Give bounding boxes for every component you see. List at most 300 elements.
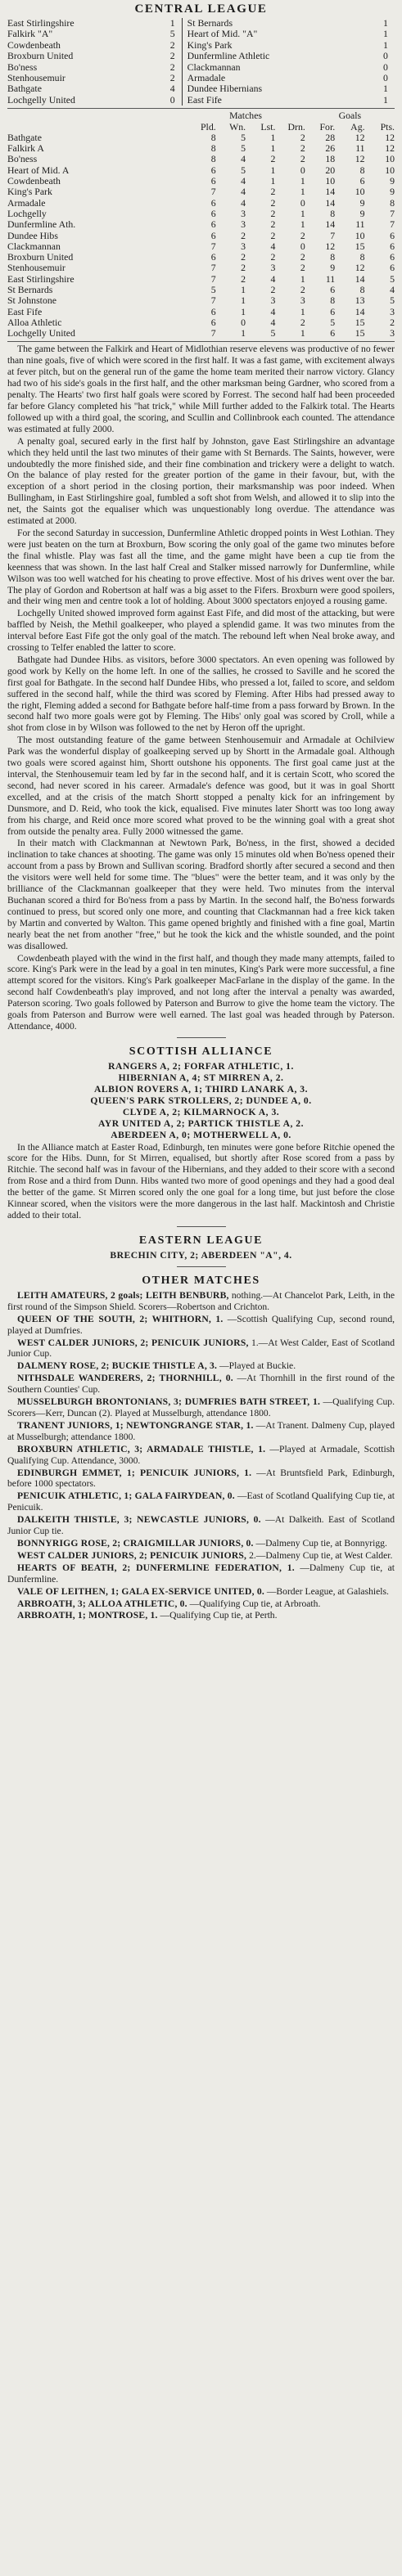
match-headline: PENICUIK ATHLETIC, 1; GALA FAIRYDEAN, 0. [17,1490,235,1502]
col-head: Drn. [287,120,305,133]
divider [177,1266,226,1267]
stat-for: 11 [325,272,336,285]
team-name: Bathgate [7,131,42,143]
alliance-result: HIBERNIAN A, 4; ST MIRREN A, 2. [118,1072,284,1083]
stat-drn: 1 [300,272,305,285]
stat-drn: 0 [300,240,305,252]
result-row [7,40,395,51]
stat-drn: 1 [300,207,305,219]
home-team: Cowdenbeath [7,38,61,51]
stat-ag: 9 [359,196,365,209]
table-row [7,165,395,176]
stat-for: 8 [330,294,336,307]
stat-pld: 6 [210,229,216,241]
table-row [7,133,395,143]
match-details: —At Thornhill in the first round of the Southern Counties' Cup. [7,1373,395,1396]
col-head: Lst. [260,120,276,133]
stat-ag: 15 [355,240,365,252]
other-match [7,1514,395,1537]
stat-pts: 2 [390,316,395,328]
stat-pts: 7 [390,218,395,231]
stat-ag: 15 [355,327,365,339]
home-score: 5 [169,28,175,40]
stat-wn: 4 [241,153,246,165]
matches-header: Matches [229,110,263,122]
result-row [7,18,395,29]
alliance-result: ALBION ROVERS A, 1; THIRD LANARK A, 3. [93,1084,308,1095]
away-score: 1 [383,83,388,95]
stat-for: 5 [330,316,336,328]
stat-pld: 6 [210,218,216,231]
stat-drn: 1 [300,218,305,231]
stat-ag: 12 [355,153,365,165]
table-row [7,317,395,328]
table-row [7,231,395,241]
table-row [7,209,395,219]
table-row [7,198,395,209]
stat-pld: 6 [210,316,216,328]
other-match [7,1314,395,1337]
table-row [7,143,395,154]
stat-pts: 10 [385,164,395,176]
other-match [7,1562,395,1585]
team-name: East Fife [7,305,43,317]
stat-for: 9 [330,262,336,274]
stat-pts: 6 [390,262,395,274]
stat-wn: 1 [241,305,246,317]
home-score: 2 [169,38,175,51]
stat-pts: 5 [390,272,395,285]
stat-for: 10 [325,175,336,187]
stat-wn: 5 [241,131,246,143]
stat-wn: 2 [241,272,246,285]
team-name: Broxburn United [7,251,74,263]
col-head: Wn. [229,120,246,133]
match-headline: NITHSDALE WANDERERS, 2; THORNHILL, 0. [17,1373,233,1384]
alliance-result: ABERDEEN A, 0; MOTHERWELL A, 0. [111,1130,291,1141]
stat-pld: 8 [210,153,216,165]
stat-ag: 14 [355,305,365,317]
stat-drn: 3 [300,294,305,307]
stat-pld: 7 [210,240,216,252]
divider [177,1226,226,1227]
match-details: —Dalmeny Cup tie, at Bonnyrigg. [253,1537,387,1549]
stat-pld: 7 [210,294,216,307]
team-name: Alloa Athletic [7,316,62,328]
team-name: Dunfermline Ath. [7,218,76,231]
stat-ag: 14 [355,272,365,285]
stat-pts: 12 [385,142,395,155]
team-name: Stenhousemuir [7,262,65,274]
stat-lst: 5 [270,327,276,339]
divider [7,341,395,342]
scottish-alliance-title: SCOTTISH ALLIANCE [129,1045,273,1058]
stat-pts: 3 [390,327,395,339]
stat-wn: 3 [241,240,246,252]
stat-lst: 1 [270,142,276,155]
goals-header: Goals [338,110,362,122]
stat-ag: 6 [359,175,365,187]
match-details: —At Tranent. Dalmeny Cup, played at Musselburgh; attendance 1800. [7,1419,395,1442]
central-league-reports [7,344,395,1032]
stat-ag: 8 [359,251,365,263]
result-row [7,95,395,106]
alliance-result: RANGERS A, 2; FORFAR ATHLETIC, 1. [108,1060,294,1072]
team-col-head [7,122,186,133]
other-matches-list [7,1290,395,1621]
stat-ag: 9 [359,207,365,219]
home-team: Broxburn United [7,50,74,62]
home-score: 2 [169,50,175,62]
other-match [7,1550,395,1562]
col-head: Pld. [200,120,216,133]
team-name: Bo'ness [7,153,38,165]
other-match [7,1373,395,1396]
other-match [7,1290,395,1313]
match-report: In their match with Clackmannan at Newtown Park, Bo'ness, in the first, showed a decided inclination to take chances at shooting. The game was only 15 minutes old when Bo'ness opened their account from a pass by Brown and Sullivan scoring. Bradford shortly after secured a second and then the visitors were well held for some time. The "blues" were the better team, and it was only by the brilliance of the Clackmannan goalkeeper that they were held. Two minutes from the interval Buchanan scored a third for Bo'ness from a pass by Martin. In the second half, the Bo'ness forwards continued to press, but scored only one more, and counting that Clackmannan had a free kick taken by Martin and converted by Walton. This game opened brightly and finished with a fine goal, Martin nearly beat the net from another "free," but he took the kick and the whistle sounded, and the point was disallowed. [7,838,395,951]
stat-lst: 3 [270,294,276,307]
match-report: A penalty goal, secured early in the first half by Johnston, gave East Stirlingshire an advantage which they held until the last two minutes of their game with St Bernards. The Saints, however, were undoubtedly the more finished side, and their fine combination and trickery were a delight to watch. On the balance of play rested for the greater portion of the game in their favour, but, with the exception of a short period in the closing portion, their marksmanship was poor indeed. When Bullingham, in East Stirlingshire goal, fumbled a soft shot from Welsh, and allowed it to slip into the net, the Saints got the equaliser which was unquestionably long overdue. The attendance was estimated at 2000. [7,435,395,527]
other-match [7,1610,395,1621]
away-team: St Bernards [187,17,233,29]
stat-pld: 5 [210,284,216,295]
match-report: The most outstanding feature of the game between Stenhousemuir and Armadale at Ochilview Park was the wonderful display of goalkeeping served up by Shortt in the Armadale goal. Although two goals were scored against him, Shortt outshone his opponents. The first goal came just at the interval, the Stenhousemuir team led by far in the second half, and it is certain Scott, who scored the second, had never scored in his career. Armadale's defence was good, but it was in goal Shortt excelled, and at the crisis of the match Shortt stopped a penalty kick for an infringement by Dunsmore, and D. Reid, who took the kick, equalised. Five minutes later Shortt was too long away from his charge, and Reid once more scored what proved to be the winning goal with a great shot from outside the penalty area. Fully 2000 witnessed the game. [7,735,395,837]
match-headline: MUSSELBURGH BRONTONIANS, 3; DUMFRIES BATH STREET, 1. [17,1396,321,1408]
table-row [7,328,395,339]
stat-wn: 2 [241,251,246,263]
match-details: —Played at Armadale, Scottish Qualifying Cup. Attendance, 3000. [7,1443,395,1466]
team-name: Heart of Mid. A [7,164,70,176]
stat-lst: 2 [270,218,276,231]
stat-wn: 4 [241,175,246,187]
away-score: 1 [383,93,388,106]
other-match [7,1598,395,1610]
away-team: Dundee Hibernians [187,83,263,95]
stat-for: 7 [330,229,336,241]
stat-drn: 1 [300,175,305,187]
stat-lst: 2 [270,284,276,295]
stat-pts: 4 [390,284,395,295]
other-match [7,1337,395,1360]
stat-lst: 1 [270,175,276,187]
stat-pld: 6 [210,196,216,209]
central-league-table [7,110,395,339]
stat-lst: 2 [270,196,276,209]
home-team: East Stirlingshire [7,17,75,29]
table-row [7,274,395,285]
home-team: Falkirk "A" [7,28,53,40]
stat-lst: 1 [270,164,276,176]
stat-pts: 6 [390,251,395,263]
other-match [7,1538,395,1549]
stat-ag: 10 [355,186,365,198]
other-match [7,1360,395,1372]
match-headline: ARBROATH, 3; ALLOA ATHLETIC, 0. [17,1598,187,1609]
stat-lst: 1 [270,131,276,143]
col-head: Ag. [350,120,365,133]
stat-for: 6 [330,284,336,295]
stat-pts: 6 [390,240,395,252]
stat-for: 18 [325,153,336,165]
home-team: Bo'ness [7,61,38,73]
table-row [7,219,395,230]
stat-for: 6 [330,305,336,317]
stat-ag: 8 [359,284,365,295]
stat-wn: 1 [241,284,246,295]
col-head: For. [319,120,336,133]
stat-for: 26 [325,142,336,155]
table-row [7,187,395,197]
match-details: —At Dalkeith. East of Scotland Junior Cup tie. [7,1514,395,1537]
other-match [7,1444,395,1467]
stat-pts: 6 [390,229,395,241]
home-score: 2 [169,61,175,73]
stat-lst: 2 [270,153,276,165]
stat-wn: 0 [241,316,246,328]
stat-pts: 8 [390,196,395,209]
table-row [7,263,395,273]
match-details: —Played at Buckie. [217,1360,296,1372]
stat-drn: 2 [300,251,305,263]
home-score: 1 [169,17,175,29]
stat-pld: 7 [210,186,216,198]
team-name: Cowdenbeath [7,175,61,187]
central-league-results [7,18,395,106]
stat-drn: 2 [300,284,305,295]
stat-pts: 9 [390,175,395,187]
stat-ag: 12 [355,262,365,274]
match-report: Bathgate had Dundee Hibs. as visitors, before 3000 spectators. An even opening was followed by good work by Kelly on the home left. In one of the sallies, he crossed to Saville and he scored the first goal for Bathgate. In the second half Dundee Hibs, who pressed a lot, failed to score, and seldom suffered in the second half, while the third was scored by Fleming. After Hibs had pressed away to the right, Fleming added a second for Bathgate before half-time from a pass forward by Brown. In the second half two more goals were got by Fleming. The Hibs' only goal was scored by Croll, while a shot from close in by Wilson was followed to the net by Heron off the upright. [7,654,395,734]
stat-lst: 4 [270,316,276,328]
stat-ag: 15 [355,316,365,328]
stat-ag: 10 [355,229,365,241]
home-score: 2 [169,72,175,84]
match-headline: EDINBURGH EMMET, 1; PENICUIK JUNIORS, 1. [17,1467,252,1478]
away-team: Heart of Mid. "A" [187,28,258,40]
eastern-league-results [7,1250,395,1261]
stat-pld: 8 [210,131,216,143]
match-report: For the second Saturday in succession, Dunfermline Athletic dropped points in West Lothian. They were just beaten on the turn at Broxburn, Bow scoring the only goal of the game two minutes before the final whistle. Play was fast all the time, and the game might have been a cup tie from the keenness that was shown. In the last half Creal and Stalker missed narrowly for Dunfermline, while Wilson was too well watched for his cheating to prove effective. Most of his drives went over the bar. The play of Gordon and Robertson at half was a big asset to the Fifers. Broxburn were good spoilers, and their wing men and centre took a lot of holding. About 3000 spectators enjoyed a rousing game. [7,527,395,607]
stat-pts: 9 [390,186,395,198]
stat-for: 14 [325,186,336,198]
stat-pld: 7 [210,262,216,274]
stat-drn: 2 [300,316,305,328]
stat-pld: 6 [210,305,216,317]
away-score: 0 [383,61,388,73]
scottish-alliance-results [7,1061,395,1142]
team-name: Armadale [7,196,46,209]
home-score: 4 [169,83,175,95]
match-headline: ARBROATH, 1; MONTROSE, 1. [17,1610,158,1621]
away-score: 1 [383,17,388,29]
match-headline: WEST CALDER JUNIORS, 2; PENICUIK JUNIORS, [17,1549,247,1561]
team-name: Lochgelly United [7,327,75,339]
stat-for: 14 [325,218,336,231]
away-team: Armadale [187,72,226,84]
other-match [7,1586,395,1598]
stat-ag: 11 [355,142,365,155]
stat-for: 6 [330,327,336,339]
match-headline: BONNYRIGG ROSE, 2; CRAIGMILLAR JUNIORS, 0. [17,1537,254,1549]
stat-drn: 2 [300,262,305,274]
stat-pts: 5 [390,294,395,307]
stat-wn: 3 [241,207,246,219]
stat-pld: 6 [210,175,216,187]
stat-drn: 1 [300,327,305,339]
stat-ag: 12 [355,131,365,143]
result-row [7,62,395,73]
central-league-title: CENTRAL LEAGUE [134,2,268,16]
stat-drn: 1 [300,186,305,198]
stat-lst: 2 [270,186,276,198]
home-team: Stenhousemuir [7,72,65,84]
eastern-result: BRECHIN CITY, 2; ABERDEEN "A", 4. [110,1249,292,1261]
stat-wn: 4 [241,186,246,198]
stat-lst: 4 [270,272,276,285]
stat-lst: 4 [270,240,276,252]
stat-wn: 4 [241,196,246,209]
result-row [7,51,395,61]
stat-pts: 3 [390,305,395,317]
match-details: nothing.—At Chancelot Park, Leith, in the first round of the Simpson Shield. Scorers—Robertson and Crichton. [7,1289,395,1312]
stat-wn: 1 [241,327,246,339]
stat-for: 20 [325,164,336,176]
stat-drn: 2 [300,153,305,165]
stat-lst: 2 [270,251,276,263]
stat-wn: 5 [241,142,246,155]
away-score: 1 [383,38,388,51]
stat-wn: 3 [241,218,246,231]
stat-pld: 7 [210,327,216,339]
stat-pld: 7 [210,272,216,285]
stat-drn: 2 [300,142,305,155]
stat-ag: 11 [355,218,365,231]
match-details: 2.—Dalmeny Cup tie, at West Calder. [246,1549,393,1561]
stat-pld: 6 [210,207,216,219]
stat-pld: 6 [210,164,216,176]
table-row [7,252,395,263]
table-row [7,154,395,164]
match-headline: LEITH AMATEURS, 2 goals; LEITH BENBURB, [17,1289,229,1301]
stat-drn: 2 [300,229,305,241]
stat-pld: 6 [210,251,216,263]
team-name: East Stirlingshire [7,272,75,285]
other-match [7,1396,395,1419]
match-report: Cowdenbeath played with the wind in the first half, and though they made many attempts, failed to score. King's Park were in the lead by a goal in ten minutes, King's Park were more successful, a fine attempt scored for the visitors. King's Park goalkeeper MacFarlane in the display of the game. In the second half Cowdenbeath's play improved, and not long after the interval a penalty was awarded, Paterson scoring. Two goals followed by Paterson and Burrow to give the home team the victory. The goals from Paterson and Burrow were well earned. The last goal was headed through by Paterson. Attendance, 4000. [7,952,395,1032]
alliance-result: CLYDE A, 2; KILMARNOCK A, 3. [122,1107,280,1118]
team-name: Dundee Hibs [7,229,58,241]
col-head: Pts. [380,120,395,133]
stat-wn: 2 [241,229,246,241]
team-name: Clackmannan [7,240,61,252]
match-report: Lochgelly United showed improved form against East Fife, and did most of the attacking, but were baffled by Neish, the Methil goalkeeper, who played a splendid game. It was two minutes from the interval before East Fife got the only goal of the match. The rebound left when Neal broke away, and crossing to Telfer enabled the latter to score. [7,608,395,654]
away-team: Dunfermline Athletic [187,50,270,62]
other-matches-title: OTHER MATCHES [142,1274,260,1287]
match-headline: TRANENT JUNIORS, 1; NEWTONGRANGE STAR, 1. [17,1419,254,1431]
stat-wn: 1 [241,294,246,307]
match-headline: DALKEITH THISTLE, 3; NEWCASTLE JUNIORS, 0. [17,1514,261,1526]
match-details: —Qualifying Cup. Scorers—Kerr, Duncan (2). Played at Musselburgh, attendance 1800. [7,1396,395,1419]
stat-lst: 2 [270,229,276,241]
away-team: East Fife [187,93,222,106]
table-group-head [7,110,395,121]
team-name: Falkirk A [7,142,44,155]
table-row [7,241,395,252]
stat-lst: 4 [270,305,276,317]
match-details: —Qualifying Cup tie, at Perth. [157,1610,278,1621]
team-name: St Johnstone [7,294,56,307]
stat-ag: 8 [359,164,365,176]
match-details: —At Bruntsfield Park, Edinburgh, before 1000 spectators. [7,1467,395,1490]
away-score: 0 [383,72,388,84]
away-score: 0 [383,50,388,62]
stat-pts: 10 [385,153,395,165]
stat-for: 8 [330,251,336,263]
match-details: —Scottish Qualifying Cup, second round, played at Dumfries. [7,1313,395,1336]
match-details: —Border League, at Galashiels. [264,1585,389,1597]
other-match [7,1420,395,1443]
match-details: 1.—At West Calder, East of Scotland Junior Cup. [7,1337,395,1360]
home-team: Lochgelly United [7,93,75,106]
match-headline: VALE OF LEITHEN, 1; GALA EX-SERVICE UNITED, 0. [17,1585,264,1597]
divider [7,108,395,109]
stat-for: 28 [325,131,336,143]
alliance-result: AYR UNITED A, 2; PARTICK THISTLE A, 2. [98,1118,304,1130]
match-details: —East of Scotland Qualifying Cup tie, at Penicuik. [7,1490,395,1513]
match-headline: DALMENY ROSE, 2; BUCKIE THISTLE A, 3. [17,1360,218,1372]
team-name: King's Park [7,186,52,198]
table-row [7,307,395,317]
stat-for: 8 [330,207,336,219]
stat-for: 12 [325,240,336,252]
match-headline: BROXBURN ATHLETIC, 3; ARMADALE THISTLE, 1. [17,1443,266,1454]
alliance-result: QUEEN'S PARK STROLLERS, 2; DUNDEE A, 0. [90,1095,312,1107]
stat-pts: 12 [385,131,395,143]
table-column-head [7,122,395,133]
home-team: Bathgate [7,83,42,95]
match-report: The game between the Falkirk and Heart of Midlothian reserve elevens was productive of no fewer than nine goals, five of which were scored in the first half. It was a fast game, with excitement always at fever pitch, but on the general run of the game the home team merited their narrow victory. Glancy had two of his side's goals in the first half, and the other marksman being Gardner, who scored from a penalty. The Hearts' two first half goals were scored by Forrest. The second half had been proceeded far before Glancy completed his "hat trick," while Mill further added to the Falkirk total. The Hearts followed up with a third goal, the scoring, and Scullin and Collinbrook each counted. The attendance was estimated at fully 2000. [7,344,395,434]
result-row [7,73,395,83]
other-match [7,1468,395,1490]
stat-lst: 3 [270,262,276,274]
match-details: —Dalmeny Cup tie, at Dunfermline. [7,1562,395,1585]
eastern-league-title: EASTERN LEAGUE [138,1234,264,1247]
result-row [7,29,395,39]
table-row [7,285,395,295]
team-name: St Bernards [7,284,53,295]
match-headline: HEARTS OF BEATH, 2; DUNFERMLINE FEDERATION, 1. [17,1562,295,1573]
stat-wn: 2 [241,262,246,274]
stat-drn: 1 [300,305,305,317]
stat-pts: 7 [390,207,395,219]
stat-ag: 13 [355,294,365,307]
stat-drn: 0 [300,164,305,176]
other-match [7,1490,395,1513]
match-headline: WEST CALDER JUNIORS, 2; PENICUIK JUNIORS, [17,1337,249,1348]
away-team: Clackmannan [187,61,241,73]
stat-drn: 0 [300,196,305,209]
match-headline: QUEEN OF THE SOUTH, 2; WHITHORN, 1. [17,1313,224,1324]
stat-pld: 8 [210,142,216,155]
result-row [7,83,395,94]
scottish-alliance-report: In the Alliance match at Easter Road, Edinburgh, ten minutes were gone before Ritchie opened the score for the Hibs. Dunn, for St Mirren, equalised, but shortly after Rose scored from a pass by Ritchie. The second half was in favour of the Hibernians, and they added to their score with a second from Rose and a third from Dunn. Hibs wanted two more of good openings and they had a good deal the better of the game. St Mirren scored only the one goal for a long time, but just before the close Kinnear scored, when the visitors were the more dangerous in the last half. Mackintosh and Christie added to their total. [7,1141,395,1221]
stat-drn: 2 [300,131,305,143]
stat-wn: 5 [241,164,246,176]
match-details: —Qualifying Cup tie, at Arbroath. [187,1598,321,1609]
home-score: 0 [169,93,175,106]
away-score: 1 [383,28,388,40]
away-team: King's Park [187,38,233,51]
